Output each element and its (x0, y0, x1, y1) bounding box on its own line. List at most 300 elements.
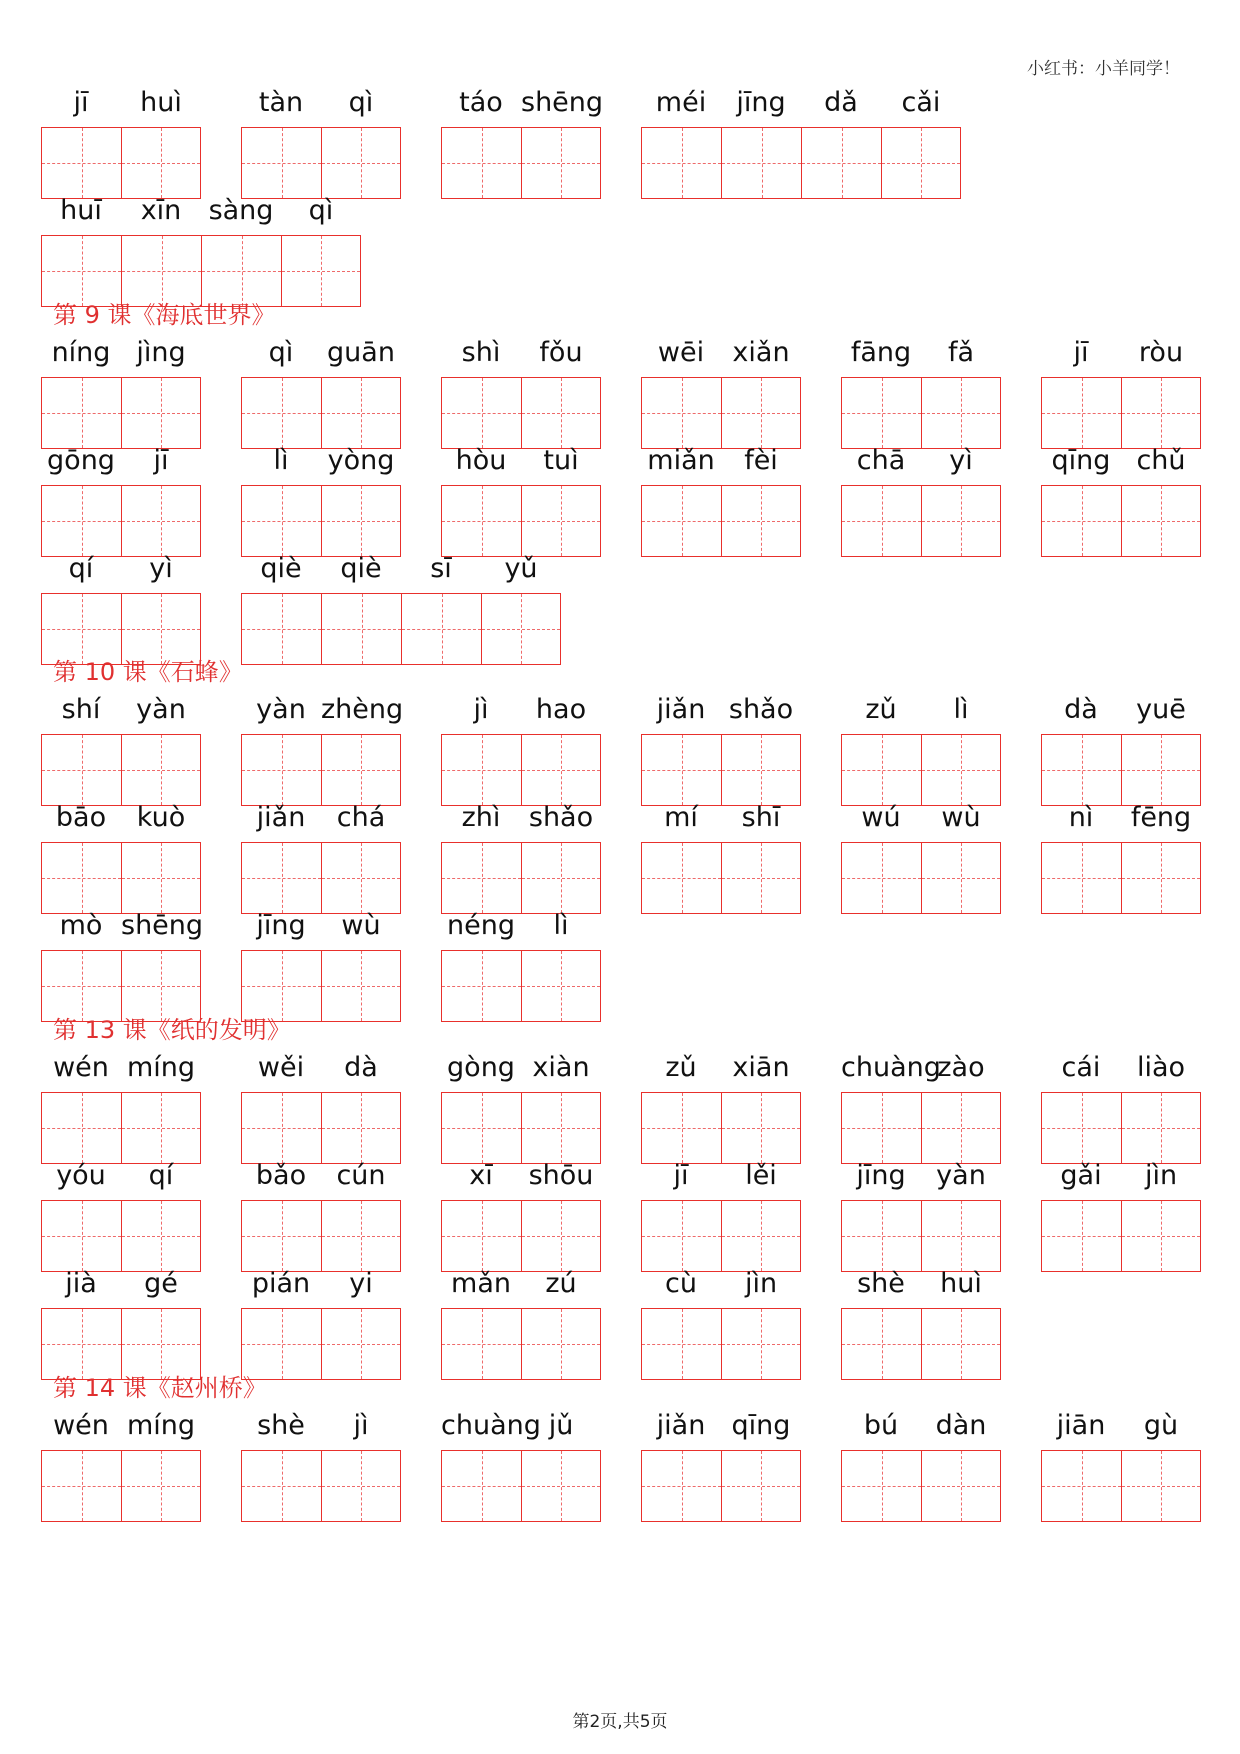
pinyin-label: yàn (256, 694, 306, 725)
tianzige-writing-box[interactable] (241, 1200, 321, 1272)
tianzige-writing-box[interactable] (521, 1092, 601, 1164)
pinyin-label: bú (863, 1410, 899, 1441)
tianzige-writing-box[interactable] (841, 485, 921, 557)
character-cell (1121, 692, 1201, 806)
tianzige-writing-box[interactable] (121, 1092, 201, 1164)
tianzige-writing-box[interactable] (41, 235, 121, 307)
pinyin-label: jiān (1056, 1410, 1106, 1441)
pinyin-label: zǔ (665, 1052, 697, 1083)
character-cell (1121, 1408, 1201, 1522)
pinyin-label: pián (251, 1268, 311, 1299)
pinyin-label: jīng (256, 910, 306, 941)
pinyin-word-group (241, 1050, 401, 1164)
tianzige-writing-box[interactable] (441, 1092, 521, 1164)
pinyin-word-group (1041, 1158, 1201, 1272)
tianzige-writing-box[interactable] (441, 842, 521, 914)
page-footer: 第2页,共5页 (572, 1712, 668, 1732)
character-cell (721, 335, 801, 449)
pinyin-label: jǔ (548, 1410, 574, 1441)
pinyin-word-group (241, 908, 401, 1022)
character-cell (521, 1266, 601, 1380)
tianzige-writing-box[interactable] (1121, 377, 1201, 449)
pinyin-label: fǒu (539, 337, 583, 368)
tianzige-writing-box[interactable] (441, 485, 521, 557)
pinyin-label: lěi (745, 1160, 777, 1191)
tianzige-writing-box[interactable] (281, 235, 361, 307)
pinyin-word-group (841, 335, 1001, 449)
character-cell (921, 692, 1001, 806)
character-cell (521, 1408, 601, 1522)
tianzige-writing-box[interactable] (321, 1092, 401, 1164)
tianzige-writing-box[interactable] (921, 1200, 1001, 1272)
pinyin-word-group (441, 1266, 601, 1380)
pinyin-word-group (1041, 443, 1201, 557)
character-cell (721, 692, 801, 806)
pinyin-word-group (41, 1050, 201, 1164)
pinyin-word-group (41, 1266, 201, 1380)
pinyin-label: shǎo (528, 802, 594, 833)
tianzige-writing-box[interactable] (121, 1308, 201, 1380)
tianzige-writing-box[interactable] (441, 1308, 521, 1380)
tianzige-writing-box[interactable] (1041, 1450, 1121, 1522)
tianzige-writing-box[interactable] (41, 485, 121, 557)
pinyin-label: zhèng (321, 694, 404, 725)
pinyin-label: chǔ (1136, 445, 1186, 476)
pinyin-label: shè (257, 1410, 305, 1441)
pinyin-label: fēng (1130, 802, 1192, 833)
tianzige-writing-box[interactable] (121, 235, 201, 307)
pinyin-label: qīng (731, 1410, 791, 1441)
character-cell (241, 1408, 321, 1522)
character-cell (641, 443, 721, 557)
header-note: 小红书：小羊同学！ (1027, 59, 1180, 79)
pinyin-label: míng (126, 1410, 196, 1441)
pinyin-label: tàn (258, 87, 304, 118)
tianzige-writing-box[interactable] (1041, 1092, 1121, 1164)
pinyin-label: cái (1061, 1052, 1101, 1083)
character-cell (41, 908, 121, 1022)
pinyin-label: shí (61, 694, 101, 725)
tianzige-writing-box[interactable] (321, 734, 401, 806)
pinyin-word-group (841, 800, 1001, 914)
pinyin-word-group (641, 800, 801, 914)
tianzige-writing-box[interactable] (1041, 842, 1121, 914)
tianzige-writing-box[interactable] (721, 1450, 801, 1522)
pinyin-label: zú (545, 1268, 577, 1299)
pinyin-word-group (41, 692, 201, 806)
character-cell (321, 1050, 401, 1164)
character-cell (41, 85, 121, 199)
pinyin-word-group (641, 443, 801, 557)
tianzige-writing-box[interactable] (41, 950, 121, 1022)
tianzige-writing-box[interactable] (121, 127, 201, 199)
tianzige-writing-box[interactable] (521, 734, 601, 806)
tianzige-writing-box[interactable] (641, 1450, 721, 1522)
tianzige-writing-box[interactable] (921, 1092, 1001, 1164)
tianzige-writing-box[interactable] (41, 1308, 121, 1380)
character-cell (121, 85, 201, 199)
tianzige-writing-box[interactable] (121, 377, 201, 449)
pinyin-word-group (641, 692, 801, 806)
pinyin-word-group (241, 443, 401, 557)
tianzige-writing-box[interactable] (321, 127, 401, 199)
character-cell (921, 335, 1001, 449)
character-cell (201, 193, 281, 307)
character-cell (321, 908, 401, 1022)
tianzige-writing-box[interactable] (521, 950, 601, 1022)
tianzige-writing-box[interactable] (121, 950, 201, 1022)
character-cell (641, 692, 721, 806)
pinyin-label: zào (937, 1052, 985, 1083)
pinyin-word-group (41, 443, 201, 557)
character-cell (321, 1158, 401, 1272)
tianzige-writing-box[interactable] (441, 734, 521, 806)
pinyin-label: wěi (257, 1052, 305, 1083)
character-cell (1041, 335, 1121, 449)
pinyin-label: yi (349, 1268, 373, 1299)
pinyin-word-group (41, 551, 201, 665)
tianzige-writing-box[interactable] (841, 842, 921, 914)
tianzige-writing-box[interactable] (921, 377, 1001, 449)
character-cell (241, 692, 321, 806)
tianzige-writing-box[interactable] (721, 485, 801, 557)
character-cell (521, 1158, 601, 1272)
tianzige-writing-box[interactable] (441, 1200, 521, 1272)
tianzige-writing-box[interactable] (721, 734, 801, 806)
tianzige-writing-box[interactable] (121, 485, 201, 557)
tianzige-writing-box[interactable] (521, 842, 601, 914)
tianzige-writing-box[interactable] (241, 1450, 321, 1522)
pinyin-label: yàn (936, 1160, 986, 1191)
tianzige-writing-box[interactable] (521, 1450, 601, 1522)
pinyin-label: míng (126, 1052, 196, 1083)
character-cell (801, 85, 881, 199)
pinyin-label: kuò (136, 802, 186, 833)
tianzige-writing-box[interactable] (1041, 1200, 1121, 1272)
pinyin-word-group (841, 692, 1001, 806)
pinyin-label: jìn (1144, 1160, 1178, 1191)
pinyin-word-group (41, 1158, 201, 1272)
pinyin-word-group (841, 1158, 1001, 1272)
pinyin-label: miǎn (647, 445, 715, 476)
pinyin-word-group (841, 1408, 1001, 1522)
character-cell (41, 1158, 121, 1272)
tianzige-writing-box[interactable] (641, 127, 721, 199)
pinyin-label: wù (941, 802, 981, 833)
tianzige-writing-box[interactable] (841, 1200, 921, 1272)
pinyin-label: jiǎn (656, 694, 706, 725)
character-cell (1041, 1050, 1121, 1164)
tianzige-writing-box[interactable] (121, 593, 201, 665)
pinyin-word-group (441, 335, 601, 449)
lesson-title: 第 9 课《海底世界》 (53, 301, 276, 329)
character-cell (121, 335, 201, 449)
tianzige-writing-box[interactable] (1041, 377, 1121, 449)
pinyin-word-group (241, 800, 401, 914)
character-cell (321, 551, 401, 665)
character-cell (441, 908, 521, 1022)
pinyin-label: lì (553, 910, 569, 941)
character-cell (321, 800, 401, 914)
character-cell (1121, 1050, 1201, 1164)
tianzige-writing-box[interactable] (41, 593, 121, 665)
character-cell (121, 1158, 201, 1272)
character-cell (121, 1266, 201, 1380)
pinyin-label: jì (353, 1410, 369, 1441)
tianzige-writing-box[interactable] (41, 127, 121, 199)
pinyin-label: jià (65, 1268, 97, 1299)
tianzige-writing-box[interactable] (921, 1450, 1001, 1522)
tianzige-writing-box[interactable] (121, 842, 201, 914)
character-cell (441, 1408, 541, 1522)
pinyin-label: liào (1136, 1052, 1186, 1083)
tianzige-writing-box[interactable] (441, 377, 521, 449)
tianzige-writing-box[interactable] (801, 127, 881, 199)
pinyin-label: fǎ (947, 337, 975, 368)
pinyin-label: néng (447, 910, 515, 941)
tianzige-writing-box[interactable] (241, 485, 321, 557)
pinyin-label: jīng (736, 87, 786, 118)
pinyin-label: chuàng (441, 1410, 541, 1441)
tianzige-writing-box[interactable] (921, 485, 1001, 557)
tianzige-writing-box[interactable] (841, 377, 921, 449)
tianzige-writing-box[interactable] (641, 1200, 721, 1272)
pinyin-label: gòng (447, 1052, 515, 1083)
pinyin-word-group (41, 335, 201, 449)
character-cell (241, 1050, 321, 1164)
tianzige-writing-box[interactable] (241, 842, 321, 914)
character-cell (321, 1266, 401, 1380)
tianzige-writing-box[interactable] (201, 235, 281, 307)
tianzige-writing-box[interactable] (481, 593, 561, 665)
character-cell (241, 443, 321, 557)
tianzige-writing-box[interactable] (641, 485, 721, 557)
tianzige-writing-box[interactable] (1041, 485, 1121, 557)
character-cell (1041, 1408, 1121, 1522)
character-cell (721, 443, 801, 557)
tianzige-writing-box[interactable] (641, 1092, 721, 1164)
tianzige-writing-box[interactable] (321, 377, 401, 449)
tianzige-writing-box[interactable] (41, 1450, 121, 1522)
pinyin-label: mò (59, 910, 103, 941)
tianzige-writing-box[interactable] (641, 377, 721, 449)
tianzige-writing-box[interactable] (321, 1200, 401, 1272)
tianzige-writing-box[interactable] (1121, 485, 1201, 557)
pinyin-label: jī (153, 445, 169, 476)
tianzige-writing-box[interactable] (921, 734, 1001, 806)
pinyin-label: sàng (208, 195, 274, 226)
tianzige-writing-box[interactable] (41, 1092, 121, 1164)
character-cell (1041, 800, 1121, 914)
pinyin-word-group (241, 1158, 401, 1272)
pinyin-word-group (41, 800, 201, 914)
tianzige-writing-box[interactable] (1041, 734, 1121, 806)
character-cell (881, 85, 961, 199)
character-cell (521, 692, 601, 806)
character-cell (841, 443, 921, 557)
tianzige-writing-box[interactable] (721, 377, 801, 449)
character-cell (321, 443, 401, 557)
tianzige-writing-box[interactable] (841, 1308, 921, 1380)
pinyin-label: jiǎn (656, 1410, 706, 1441)
tianzige-writing-box[interactable] (521, 377, 601, 449)
pinyin-word-group (441, 443, 601, 557)
pinyin-label: qí (68, 553, 94, 584)
pinyin-word-group (241, 692, 404, 806)
character-cell (841, 335, 921, 449)
pinyin-word-group (641, 1050, 801, 1164)
pinyin-word-group (441, 908, 601, 1022)
tianzige-writing-box[interactable] (121, 1450, 201, 1522)
tianzige-writing-box[interactable] (921, 842, 1001, 914)
character-cell (241, 335, 321, 449)
character-cell (441, 335, 521, 449)
tianzige-writing-box[interactable] (721, 842, 801, 914)
pinyin-label: wù (341, 910, 381, 941)
pinyin-label: méi (655, 87, 707, 118)
pinyin-label: táo (459, 87, 503, 118)
tianzige-writing-box[interactable] (241, 950, 321, 1022)
tianzige-writing-box[interactable] (321, 593, 401, 665)
pinyin-word-group (441, 1408, 601, 1522)
tianzige-writing-box[interactable] (521, 127, 601, 199)
tianzige-writing-box[interactable] (321, 842, 401, 914)
pinyin-label: huì (140, 87, 182, 118)
pinyin-label: gé (144, 1268, 178, 1299)
tianzige-writing-box[interactable] (121, 734, 201, 806)
lesson-title: 第 13 课《纸的发明》 (53, 1016, 291, 1044)
pinyin-word-group (41, 1408, 201, 1522)
pinyin-word-group (1041, 1408, 1201, 1522)
character-cell (121, 1050, 201, 1164)
character-cell (641, 335, 721, 449)
pinyin-label: jì (473, 694, 489, 725)
character-cell (41, 335, 121, 449)
tianzige-writing-box[interactable] (441, 1450, 521, 1522)
tianzige-writing-box[interactable] (321, 485, 401, 557)
tianzige-writing-box[interactable] (841, 1092, 921, 1164)
tianzige-writing-box[interactable] (841, 1450, 921, 1522)
tianzige-writing-box[interactable] (921, 1308, 1001, 1380)
tianzige-writing-box[interactable] (721, 1092, 801, 1164)
character-cell (321, 1408, 401, 1522)
pinyin-label: bǎo (255, 1160, 307, 1191)
tianzige-writing-box[interactable] (1121, 1200, 1201, 1272)
pinyin-label: dàn (935, 1410, 987, 1441)
character-cell (41, 1266, 121, 1380)
tianzige-writing-box[interactable] (441, 127, 521, 199)
tianzige-writing-box[interactable] (121, 1200, 201, 1272)
pinyin-label: zǔ (865, 694, 897, 725)
tianzige-writing-box[interactable] (241, 1308, 321, 1380)
pinyin-label: wēi (657, 337, 705, 368)
tianzige-writing-box[interactable] (241, 127, 321, 199)
pinyin-label: jiǎn (256, 802, 306, 833)
tianzige-writing-box[interactable] (521, 485, 601, 557)
character-cell (721, 1266, 801, 1380)
tianzige-writing-box[interactable] (521, 1308, 601, 1380)
character-cell (241, 908, 321, 1022)
pinyin-label: qiè (340, 553, 382, 584)
character-cell (921, 1050, 1001, 1164)
character-cell (921, 1158, 1001, 1272)
pinyin-word-group (1041, 1050, 1201, 1164)
tianzige-writing-box[interactable] (321, 1308, 401, 1380)
pinyin-label: shǎo (728, 694, 794, 725)
tianzige-writing-box[interactable] (321, 950, 401, 1022)
pinyin-label: yuē (1136, 694, 1186, 725)
pinyin-label: zhì (461, 802, 501, 833)
character-cell (41, 800, 121, 914)
tianzige-writing-box[interactable] (241, 734, 321, 806)
pinyin-label: xī (469, 1160, 493, 1191)
pinyin-label: hòu (455, 445, 507, 476)
tianzige-writing-box[interactable] (41, 1200, 121, 1272)
tianzige-writing-box[interactable] (401, 593, 481, 665)
tianzige-writing-box[interactable] (641, 842, 721, 914)
tianzige-writing-box[interactable] (321, 1450, 401, 1522)
pinyin-label: dǎ (824, 87, 858, 118)
pinyin-label: yǔ (504, 553, 538, 584)
character-cell (441, 692, 521, 806)
pinyin-label: dà (344, 1052, 378, 1083)
pinyin-label: qí (148, 1160, 174, 1191)
character-cell (521, 335, 601, 449)
tianzige-writing-box[interactable] (881, 127, 961, 199)
tianzige-writing-box[interactable] (641, 734, 721, 806)
pinyin-word-group (41, 193, 361, 307)
character-cell (241, 800, 321, 914)
pinyin-label: cǎi (901, 87, 941, 118)
tianzige-writing-box[interactable] (41, 842, 121, 914)
tianzige-writing-box[interactable] (521, 1200, 601, 1272)
tianzige-writing-box[interactable] (41, 734, 121, 806)
character-cell (721, 85, 801, 199)
pinyin-label: gù (1143, 1410, 1179, 1441)
tianzige-writing-box[interactable] (721, 1200, 801, 1272)
tianzige-writing-box[interactable] (241, 593, 321, 665)
tianzige-writing-box[interactable] (1121, 1450, 1201, 1522)
tianzige-writing-box[interactable] (1121, 734, 1201, 806)
pinyin-word-group (641, 1408, 801, 1522)
character-cell (841, 1050, 941, 1164)
tianzige-writing-box[interactable] (1121, 842, 1201, 914)
pinyin-label: xīn (140, 195, 182, 226)
character-cell (401, 551, 481, 665)
tianzige-writing-box[interactable] (1121, 1092, 1201, 1164)
tianzige-writing-box[interactable] (441, 950, 521, 1022)
pinyin-word-group (241, 551, 561, 665)
character-cell (121, 1408, 201, 1522)
pinyin-word-group (1041, 335, 1201, 449)
character-cell (1121, 800, 1201, 914)
character-cell (841, 1408, 921, 1522)
character-cell (121, 692, 201, 806)
tianzige-writing-box[interactable] (41, 377, 121, 449)
tianzige-writing-box[interactable] (721, 127, 801, 199)
tianzige-writing-box[interactable] (721, 1308, 801, 1380)
character-cell (41, 1050, 121, 1164)
character-cell (641, 85, 721, 199)
tianzige-writing-box[interactable] (841, 734, 921, 806)
tianzige-writing-box[interactable] (241, 377, 321, 449)
tianzige-writing-box[interactable] (641, 1308, 721, 1380)
pinyin-word-group (841, 1266, 1001, 1380)
tianzige-writing-box[interactable] (241, 1092, 321, 1164)
character-cell (121, 908, 204, 1022)
character-cell (641, 1266, 721, 1380)
pinyin-word-group (441, 1158, 601, 1272)
